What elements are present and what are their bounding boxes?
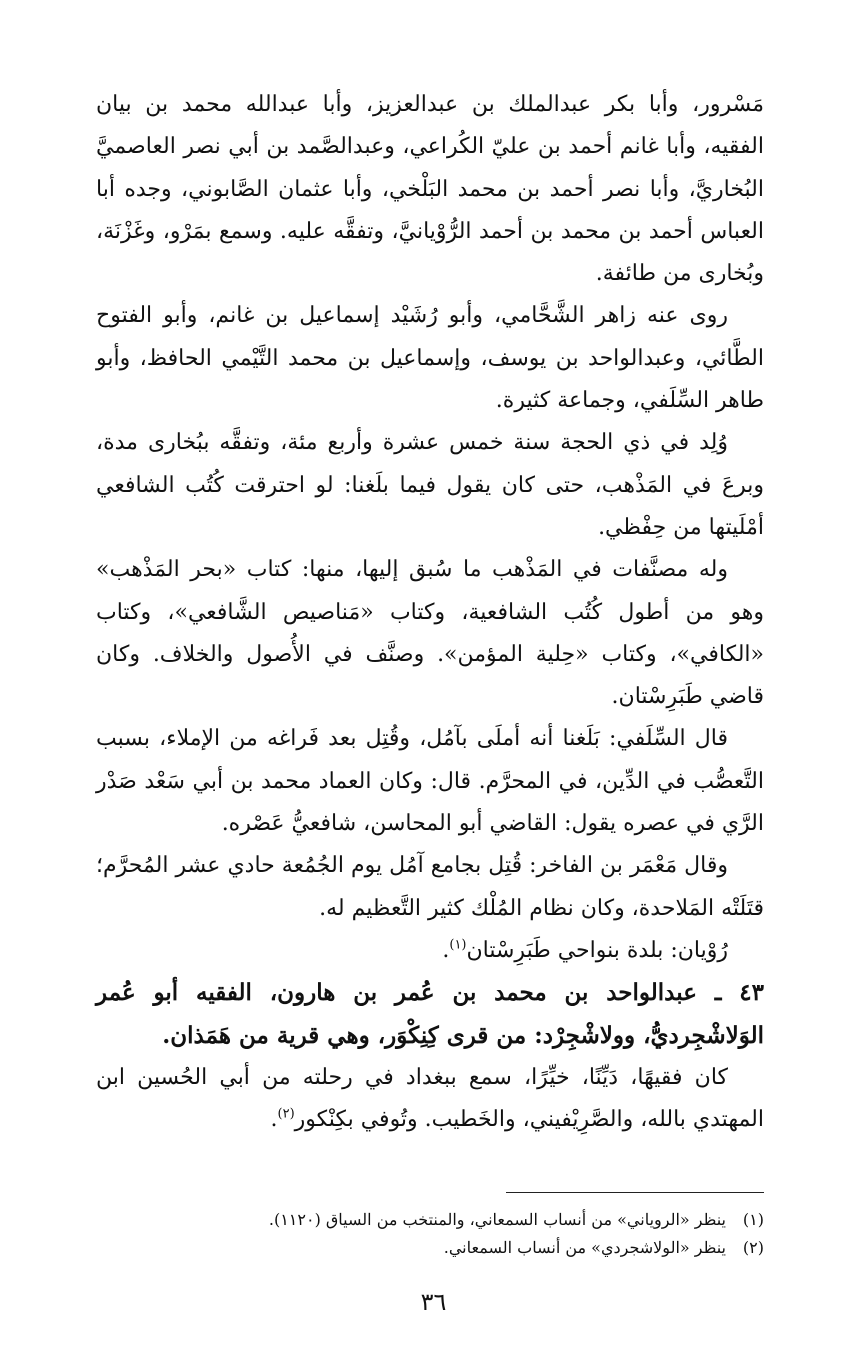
paragraph-7 [96, 930, 764, 972]
footnote-1 [96, 1206, 764, 1234]
paragraph-2 [96, 295, 764, 422]
paragraph-end: . [442, 937, 450, 963]
page-number: ٣٦ [420, 1288, 447, 1316]
paragraph-text: وقال مَعْمَر بن الفاخر: قُتِل بجامع آمُل يوم الجُمُعة حادي عشر المُحرَّم؛ قتَلَتْه المَلاحدة، وكان نظام المُلْك كثير التَّعظيم له. [96, 853, 764, 921]
paragraph-3 [96, 422, 764, 549]
paragraph-4 [96, 549, 764, 718]
paragraph-text: قال السِّلَفي: بَلَغنا أنه أملَى بآمُل، وقُتِل بعد فَراغه من الإملاء، بسبب التَّعصُّب في الدِّين، في المحرَّم. قال: وكان العماد محمد بن أبي سَعْد صَدْر الرَّي في عصره يقول: القاضي أبو المحاسن، شافعيُّ عَصْره. [96, 726, 764, 837]
paragraph-6 [96, 845, 764, 930]
paragraph-end: . [270, 1107, 278, 1133]
entry-heading [96, 972, 764, 1057]
paragraph-1 [96, 84, 764, 295]
footnotes [96, 1206, 764, 1262]
footnote-text: ينظر «الولاشجردي» من أنساب السمعاني. [443, 1238, 726, 1257]
paragraph-text: كان فقيهًا، دَيِّنًا، خيِّرًا، سمع ببغداد في رحلته من أبي الحُسين ابن المهتدي بالله، والصَّرِيْفيني، والخَطيب. وتُوفي بكِنْكور [96, 1064, 764, 1133]
footnote-text: ينظر «الروياني» من أنساب السمعاني، والمنتخب من السياق (١١٢٠). [268, 1210, 726, 1229]
footnote-number: (١) [742, 1210, 764, 1229]
paragraph-8 [96, 1057, 764, 1142]
footnote-divider [506, 1192, 764, 1193]
paragraph-5 [96, 718, 764, 845]
paragraph-text: روى عنه زاهر الشَّحَّامي، وأبو رُشَيْد إسماعيل بن غانم، وأبو الفتوح الطَّائي، وعبدالواحد بن يوسف، وإسماعيل بن محمد التَّيْمي الحافظ، وأبو طاهر السِّلَفي، وجماعة كثيرة. [96, 303, 764, 414]
paragraph-text: مَسْرور، وأبا بكر عبدالملك بن عبدالعزيز، وأبا عبدالله محمد بن بيان الفقيه، وأبا غانم أحمد بن عليّ الكُراعي، وعبدالصَّمد بن أبي نصر العاصميَّ البُخاريَّ، وأبا نصر أحمد بن محمد البَلْخي، وأبا عثمان الصَّابوني، وجده أبا العباس أحمد بن محمد بن أحمد الرُّوْيانيَّ، وتفقَّه عليه. وسمع بمَرْو، وغَزْنَة، وبُخارى من طائفة. [96, 92, 765, 287]
footnote-ref[interactable]: (١) [449, 937, 467, 953]
footnote-number: (٢) [742, 1238, 764, 1257]
footnote-ref[interactable]: (٢) [277, 1106, 295, 1122]
paragraph-text: وله مصنَّفات في المَذْهب ما سُبق إليها، منها: كتاب «بحر المَذْهب» وهو من أطول كُتُب الشافعية، وكتاب «مَناصيص الشَّافعي»، وكتاب «الكافي»، وكتاب «حِلية المؤمن». وصنَّف في الأُصول والخلاف. وكان قاضي طَبَرِسْتان. [96, 557, 764, 710]
entry-heading-text: عبدالواحد بن محمد بن عُمر بن هارون، الفقيه أبو عُمر الوَلاشْجِرديُّ، وولاشْجِرْد: من قرى كِنِكْوَر، وهي قرية من هَمَذان. [96, 979, 764, 1049]
footnote-2 [96, 1234, 764, 1262]
paragraph-text: رُوْيان: بلدة بنواحي طَبَرِسْتان [466, 937, 728, 963]
main-text [96, 84, 764, 1141]
entry-number: ٤٣ ـ [714, 979, 764, 1007]
paragraph-text: وُلِد في ذي الحجة سنة خمس عشرة وأربع مئة، وتفقَّه ببُخارى مدة، وبرعَ في المَذْهب، حتى كان يقول فيما بلَغنا: لو احترقت كُتُب الشافعي أمْلَيتها من حِفْظي. [96, 430, 764, 540]
